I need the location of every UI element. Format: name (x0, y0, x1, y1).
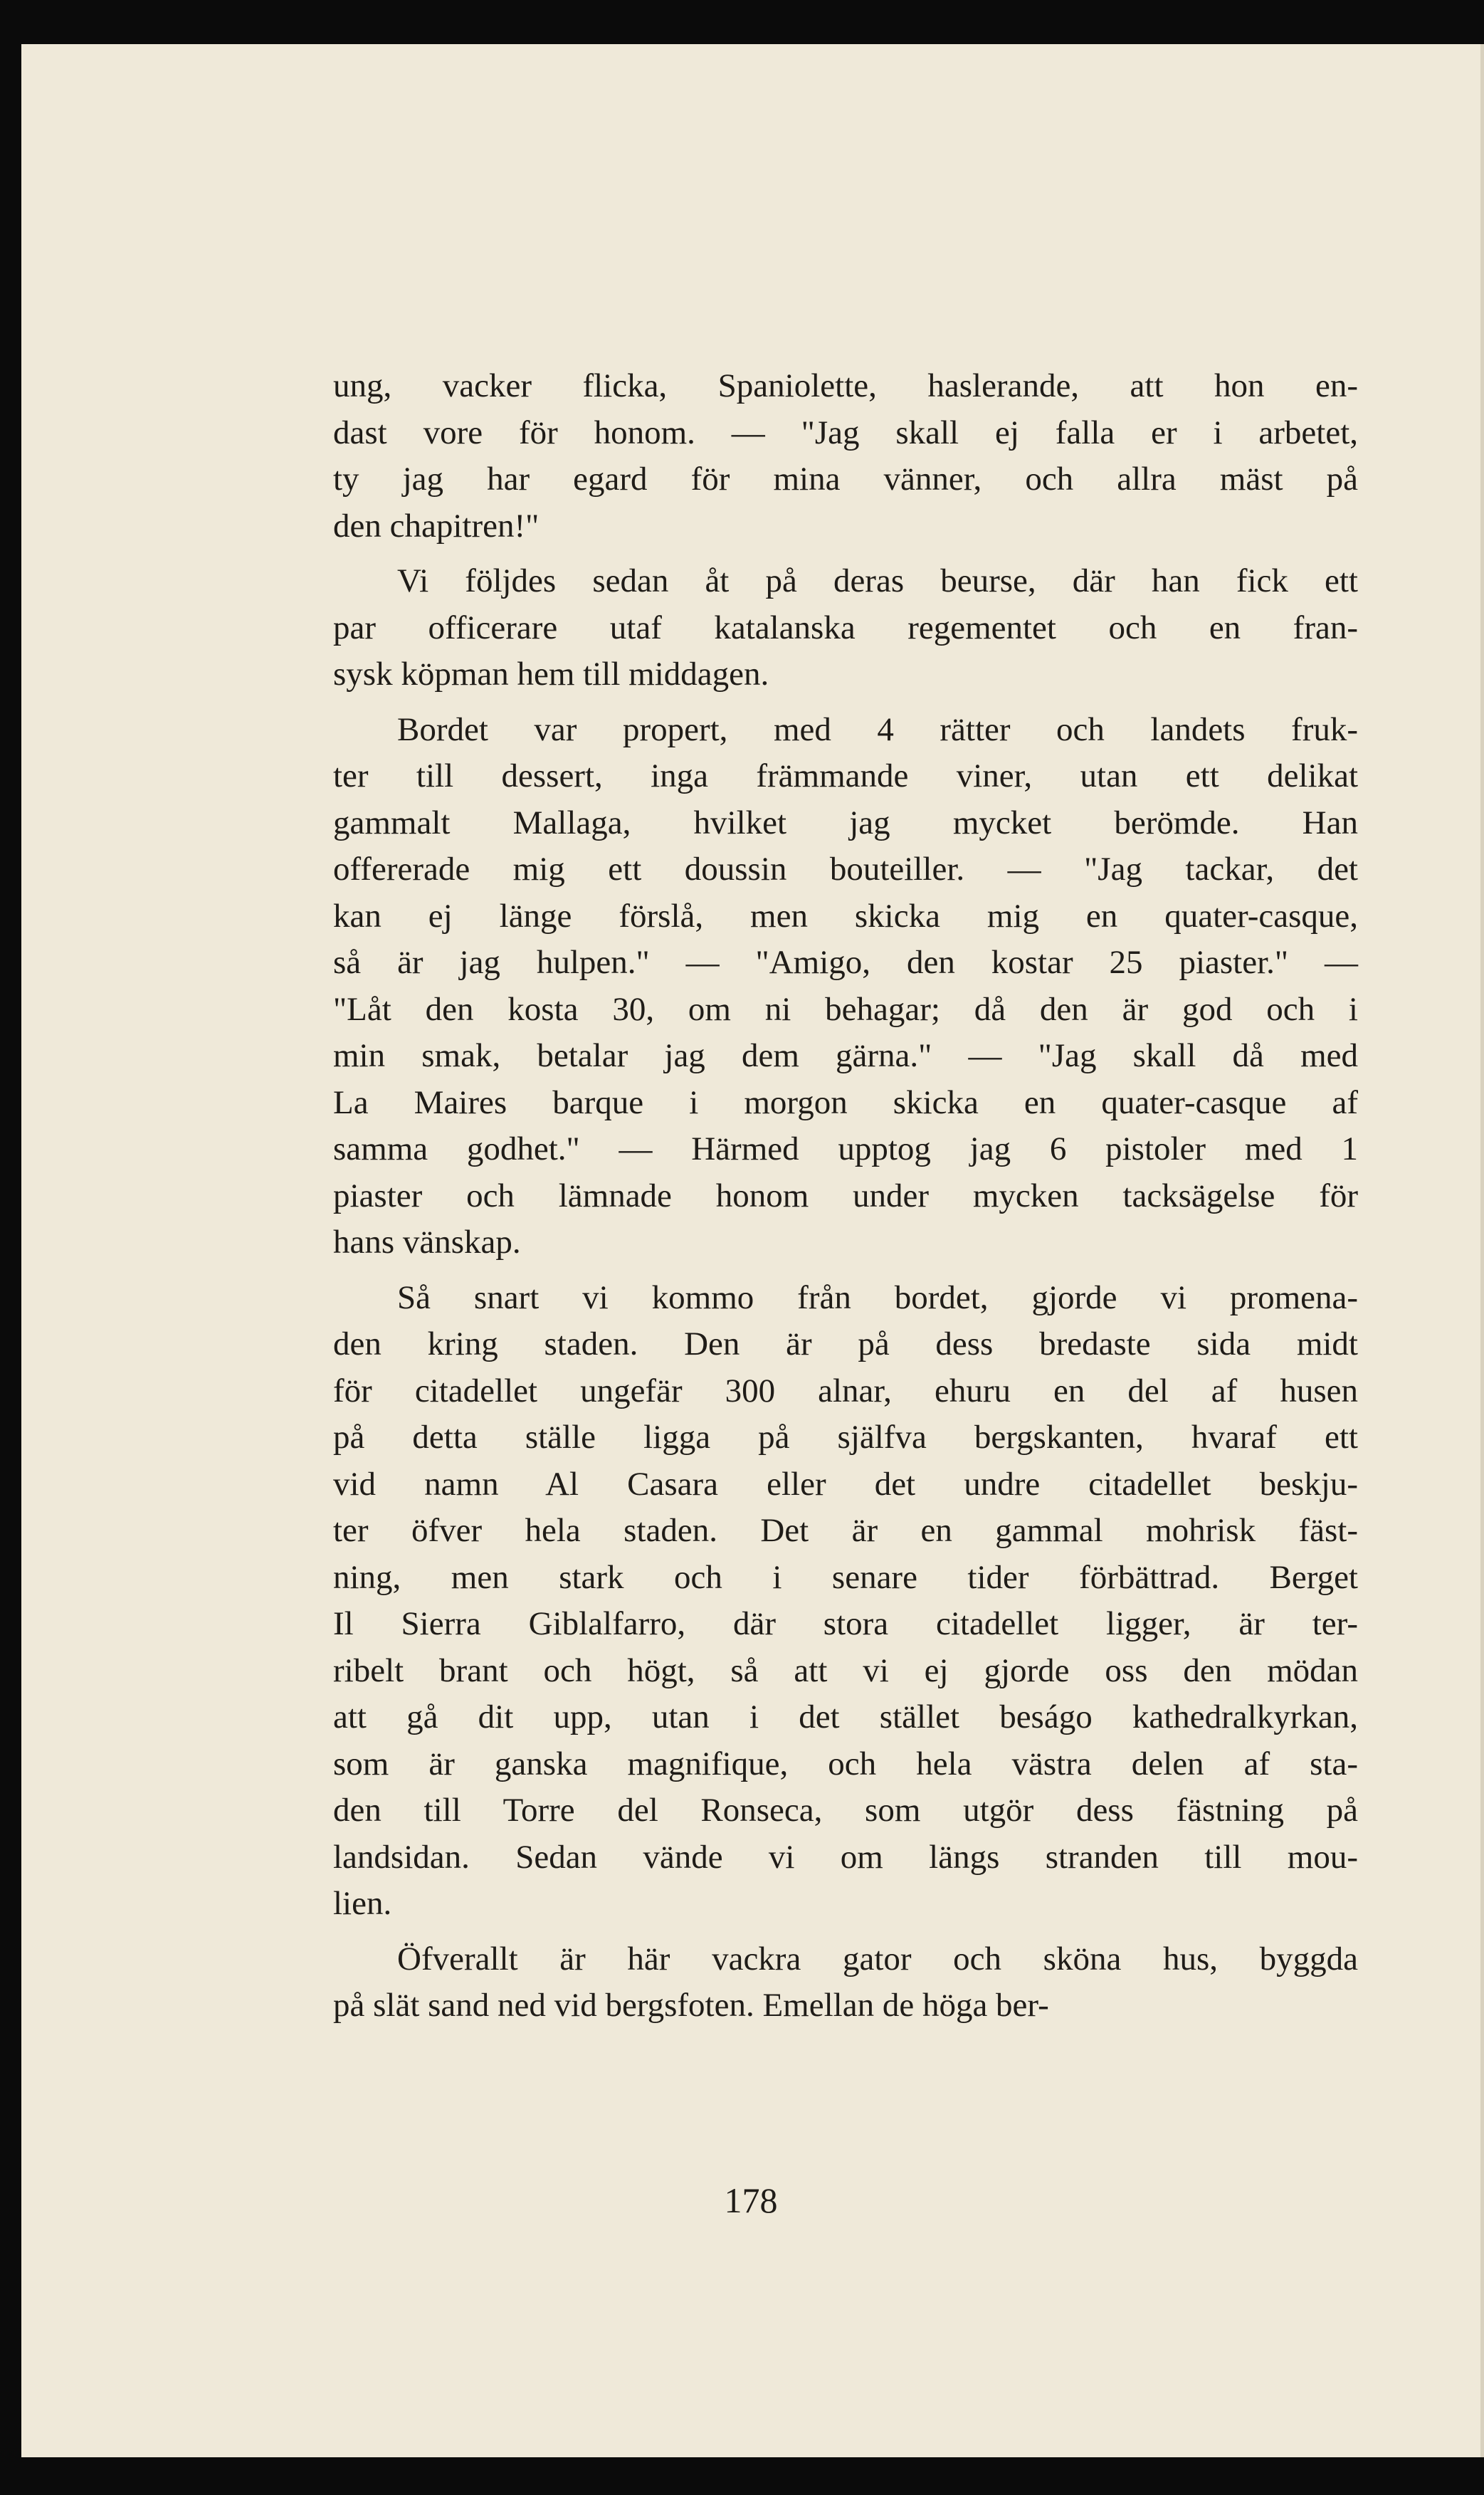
paragraph (333, 363, 1358, 550)
body-text (333, 363, 1358, 2038)
text-line: på detta ställe ligga på själfva bergskanten, hvaraf ett (333, 1419, 1358, 1456)
text-line: den till Torre del Ronseca, som utgör dess fästning på (333, 1792, 1358, 1829)
text-line: La Maires barque i morgon skicka en quater-casque af (333, 1083, 1358, 1121)
text-line: kan ej länge förslå, men skicka mig en quater-casque, (333, 897, 1358, 935)
text-line: ning, men stark och i senare tider förbättrad. Berget (333, 1558, 1358, 1596)
text-line: vid namn Al Casara eller det undre citadellet beskju- (333, 1465, 1358, 1503)
text-line: som är ganska magnifique, och hela västra delen af sta- (333, 1745, 1358, 1782)
text-line: hans vänskap. (333, 1224, 521, 1261)
text-line: ty jag har egard för mina vänner, och allra mäst på (333, 461, 1358, 498)
text-line: på slät sand ned vid bergsfoten. Emellan de höga ber- (333, 1987, 1049, 2024)
book-page (21, 44, 1484, 2457)
text-line: samma godhet." — Härmed upptog jag 6 pistoler med 1 (333, 1130, 1358, 1167)
text-line: lien. (333, 1885, 392, 1922)
paragraph (333, 1275, 1358, 1928)
text-line: min smak, betalar jag dem gärna." — "Jag skall då med (333, 1037, 1358, 1074)
text-line: "Låt den kosta 30, om ni behagar; då den är god och i (333, 990, 1358, 1028)
text-line: piaster och lämnade honom under mycken tacksägelse för (333, 1177, 1358, 1214)
paragraph (333, 558, 1358, 698)
text-line: dast vore för honom. — "Jag skall ej falla er i arbetet, (333, 414, 1358, 451)
text-line: ter till dessert, inga främmande viner, utan ett delikat (333, 757, 1358, 794)
text-line: Öfverallt är här vackra gator och sköna hus, byggda (397, 1940, 1358, 1977)
text-line: Bordet var propert, med 4 rätter och landets fruk- (397, 710, 1358, 748)
page-number: 178 (724, 2180, 778, 2220)
text-line: ter öfver hela staden. Det är en gammal mohrisk fäst- (333, 1512, 1358, 1549)
text-line: Så snart vi kommo från bordet, gjorde vi promena- (397, 1278, 1358, 1316)
text-line: att gå dit upp, utan i det stället beságo kathedralkyrkan, (333, 1698, 1358, 1735)
paragraph (333, 1936, 1358, 2029)
text-line: Vi följdes sedan åt på deras beurse, där han fick ett (397, 562, 1358, 599)
text-line: den chapitren!" (333, 507, 540, 545)
text-line: ribelt brant och högt, så att vi ej gjorde oss den mödan (333, 1651, 1358, 1689)
text-line: Il Sierra Giblalfarro, där stora citadellet ligger, är ter- (333, 1605, 1358, 1642)
text-line: landsidan. Sedan vände vi om längs stranden till mou- (333, 1838, 1358, 1876)
text-line: så är jag hulpen." — "Amigo, den kostar 25 piaster." — (333, 944, 1358, 981)
text-line: den kring staden. Den är på dess bredaste sida midt (333, 1325, 1358, 1362)
text-line: offererade mig ett doussin bouteiller. — "Jag tackar, det (333, 851, 1358, 888)
text-line: par officerare utaf katalanska regementet och en fran- (333, 609, 1358, 646)
text-line: gammalt Mallaga, hvilket jag mycket berömde. Han (333, 804, 1358, 841)
text-line: ung, vacker flicka, Spaniolette, haslerande, att hon en- (333, 367, 1358, 404)
text-line: sysk köpman hem till middagen. (333, 656, 769, 693)
paragraph (333, 707, 1358, 1266)
text-line: för citadellet ungefär 300 alnar, ehuru en del af husen (333, 1372, 1358, 1409)
